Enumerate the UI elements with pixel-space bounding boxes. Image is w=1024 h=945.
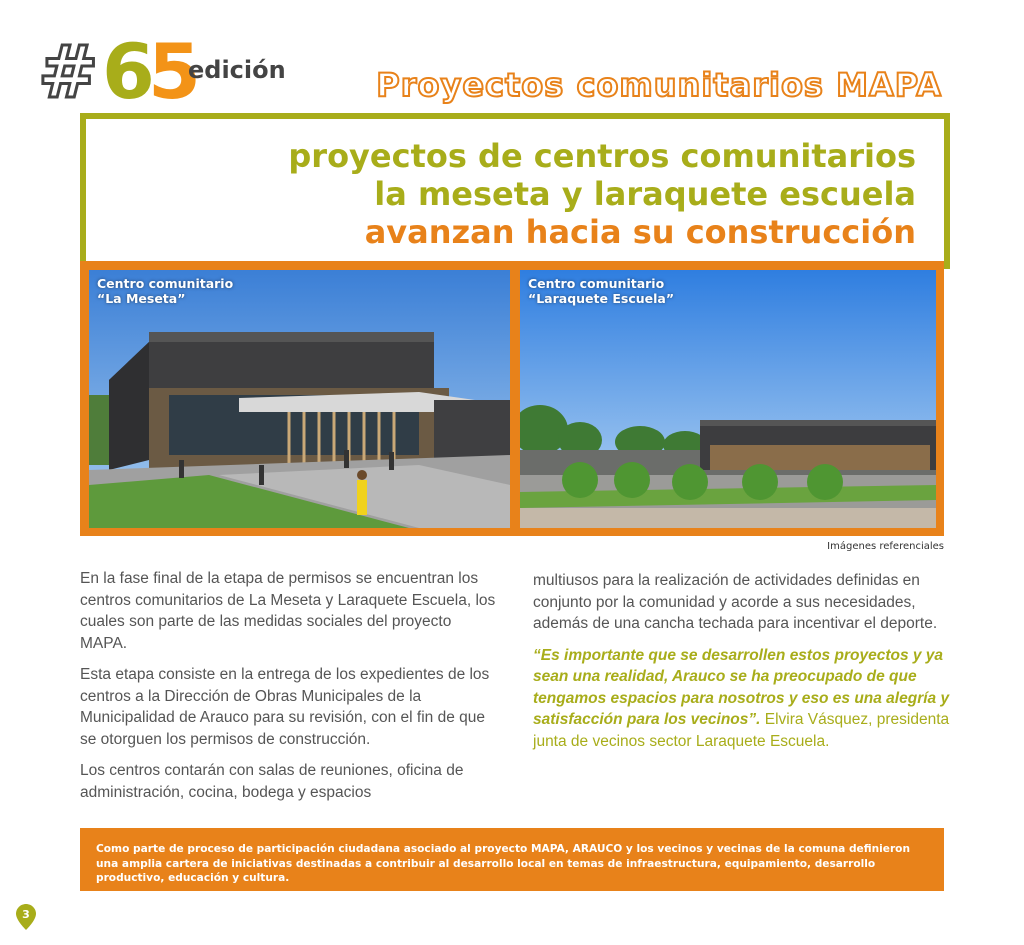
banner-text: Como parte de proceso de participación ciudadana asociado al proyecto MAPA, ARAUCO y los vecinos y vecinas de la comuna definieron una amplia cartera de iniciativas destinadas a contribuir al desarrollo local en temas de infraestructura, equipamiento, desarrollo productivo, educación y cultura. bbox=[96, 843, 910, 884]
photo-caption-line-1: Centro comunitario bbox=[97, 276, 234, 291]
photo-caption-laraquete-escuela bbox=[528, 276, 674, 306]
image-note: Imágenes referenciales bbox=[827, 541, 944, 552]
edition-hash: # bbox=[38, 30, 99, 114]
photo-caption-la-meseta bbox=[97, 276, 233, 306]
headline bbox=[288, 137, 916, 251]
body-column-1 bbox=[80, 568, 500, 813]
headline-line-2: la meseta y laraquete escuela bbox=[374, 175, 916, 213]
photo-laraquete-escuela bbox=[520, 270, 936, 528]
edition-badge bbox=[38, 27, 298, 116]
body-paragraph: Esta etapa consiste en la entrega de los expedientes de los centros a la Dirección de Obras Municipales de la Municipalidad de Arauco para su revisión, con el fin de que se otorguen los permisos de construcción. bbox=[80, 666, 490, 748]
photo-caption-line-2: “Laraquete Escuela” bbox=[528, 291, 675, 306]
quote-text: “Es importante que se desarrollen estos proyectos y ya sean una realidad, Arauco se ha preocupado de que tengamos espacios para nosotros y eso es una alegría y satisfacción para los vecinos”. bbox=[533, 646, 950, 728]
body-paragraph: Los centros contarán con salas de reuniones, oficina de administración, cocina, bodega y espacios bbox=[80, 762, 464, 801]
page-number-badge bbox=[16, 904, 36, 930]
section-title: Proyectos comunitarios MAPA bbox=[376, 66, 942, 104]
headline-box bbox=[80, 113, 950, 269]
photo-caption-line-1: Centro comunitario bbox=[528, 276, 665, 291]
quote-paragraph bbox=[533, 645, 953, 753]
map-pin-icon bbox=[16, 904, 36, 930]
photo-frame bbox=[80, 261, 944, 536]
edition-number-digit-1: 6 bbox=[102, 27, 155, 116]
page-number: 3 bbox=[22, 908, 30, 921]
body-paragraph: multiusos para la realización de actividades definidas en conjunto por la comunidad y acorde a sus necesidades, además de una cancha techada para incentivar el deporte. bbox=[533, 572, 938, 632]
body-column-2 bbox=[533, 570, 953, 762]
headline-line-3: avanzan hacia su construcción bbox=[364, 213, 916, 251]
edition-number-digit-2: 5 bbox=[148, 27, 201, 116]
laraquete-escuela-rendering bbox=[520, 270, 936, 528]
body-paragraph: En la fase final de la etapa de permisos se encuentran los centros comunitarios de La Meseta y Laraquete Escuela, los cuales son parte de las medidas sociales del proyecto MAPA. bbox=[80, 570, 496, 652]
photo-caption-line-2: “La Meseta” bbox=[97, 291, 186, 306]
info-banner bbox=[80, 828, 944, 891]
la-meseta-rendering bbox=[89, 270, 510, 528]
photo-la-meseta bbox=[89, 270, 510, 528]
edition-word: edición bbox=[188, 56, 286, 84]
headline-line-1: proyectos de centros comunitarios bbox=[288, 137, 916, 175]
quote-author: Elvira Vásquez, presidenta junta de vecinos sector Laraquete Escuela. bbox=[533, 711, 950, 750]
